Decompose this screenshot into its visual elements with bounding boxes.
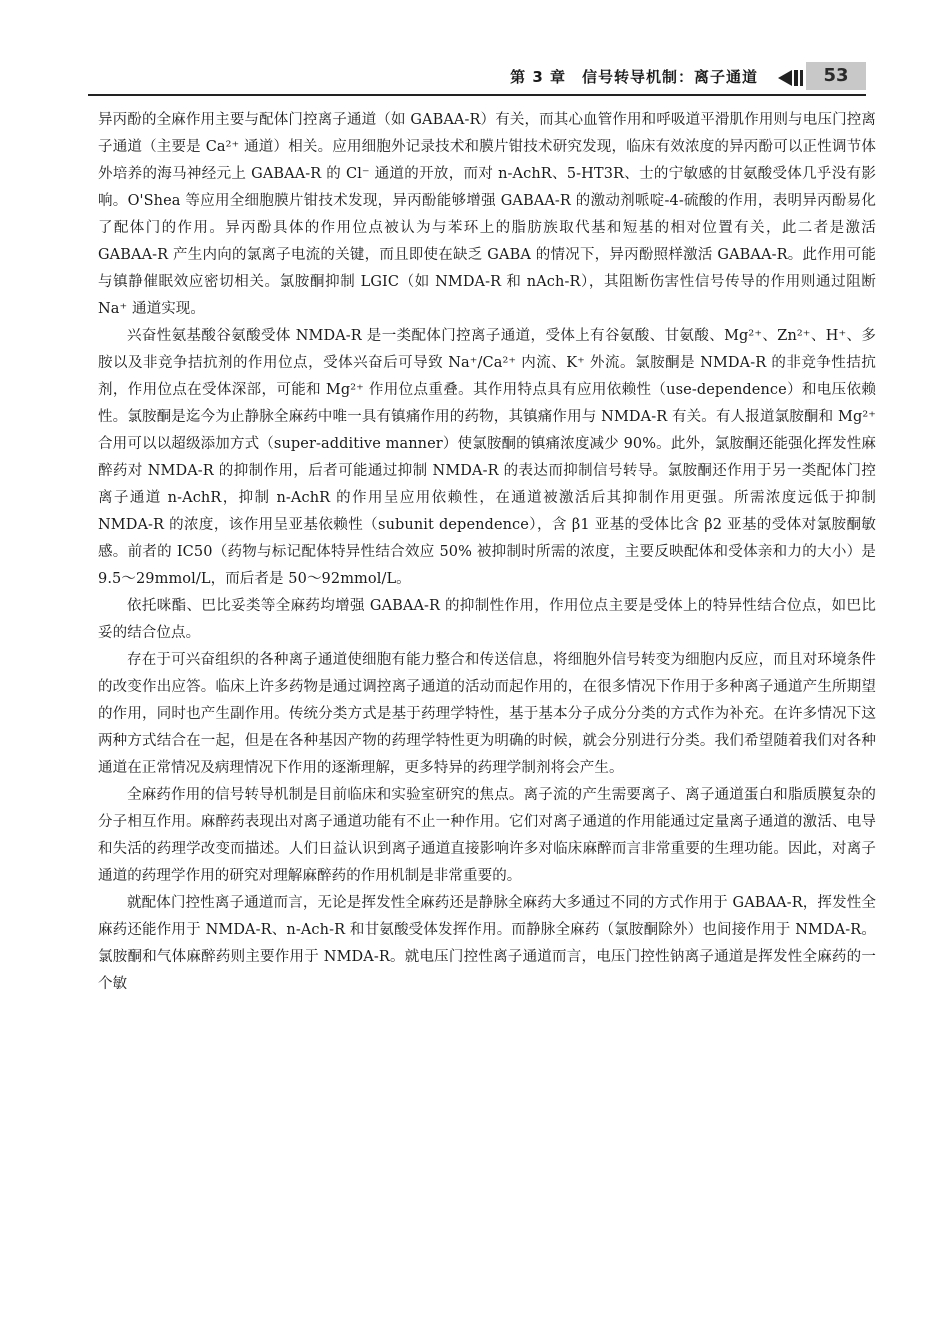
paragraph-etomidate: 依托咪酯、巴比妥类等全麻药均增强 GABAA-R 的抑制性作用，作用位点主要是受体上的特异性结合位点，如巴比妥的结合位点。 <box>98 598 876 641</box>
body-text <box>98 107 876 998</box>
arrow-left-icon <box>778 69 804 87</box>
paragraph-nmda: 兴奋性氨基酸谷氨酸受体 NMDA-R 是一类配体门控离子通道，受体上有谷氨酸、甘氨酸、Mg²⁺、Zn²⁺、H⁺、多胺以及非竞争拮抗剂的作用位点，受体兴奋后可导致 Na⁺/Ca²⁺ 内流、K⁺ 外流。氯胺酮是 NMDA-R 的非竞争性拮抗剂，作用位点在受体深部，可能和 Mg²⁺ 作用位点重叠。其作用特点具有应用依赖性（use-dependence）和电压依赖性。氯胺酮是迄今为止静脉全麻药中唯一具有镇痛作用的药物，其镇痛作用与 NMDA-R 有关。有人报道氯胺酮和 Mg²⁺ 合用可以以超级添加方式（super-additive manner）使氯胺酮的镇痛浓度减少 90%。此外，氯胺酮还能强化挥发性麻醉药对 NMDA-R 的抑制作用，后者可能通过抑制 NMDA-R 的表达而抑制信号转导。氯胺酮还作用于另一类配体门控离子通道 n-AchR，抑制 n-AchR 的作用呈应用依赖性，在通道被激活后其抑制作用更强。所需浓度远低于抑制 NMDA-R 的浓度，该作用呈亚基依赖性（subunit dependence），含 β1 亚基的受体比含 β2 亚基的受体对氯胺酮敏感。前者的 IC50（药物与标记配体特异性结合效应 50% 被抑制时所需的浓度，主要反映配体和受体亲和力的大小）是 9.5～29mmol/L，而后者是 50～92mmol/L。 <box>98 328 876 587</box>
paragraph-propofol: 异丙酚的全麻作用主要与配体门控离子通道（如 GABAA-R）有关，而其心血管作用和呼吸道平滑肌作用则与电压门控离子通道（主要是 Ca²⁺ 通道）相关。应用细胞外记录技术和膜片钳技术研究发现，临床有效浓度的异丙酚可以正性调节体外培养的海马神经元上 GABAA-R 的 Cl⁻ 通道的开放，而对 n-AchR、5-HT3R、士的宁敏感的甘氨酸受体几乎没有影响。O'Shea 等应用全细胞膜片钳技术发现，异丙酚能够增强 GABAA-R 的激动剂哌啶-4-硫酸的作用，表明异丙酚易化了配体门的作用。异丙酚具体的作用位点被认为与苯环上的脂肪族取代基和短基的相对位置有关，此二者是激活 GABAA-R 产生内向的氯离子电流的关键，而且即使在缺乏 GABA 的情况下，异丙酚照样激活 GABAA-R。此作用可能与镇静催眠效应密切相关。氯胺酮抑制 LGIC（如 NMDA-R 和 nAch-R），其阻断伤害性信号传导的作用则通过阻断 Na⁺ 通道实现。 <box>98 112 876 317</box>
page-number: 53 <box>806 62 866 90</box>
running-header <box>88 60 866 96</box>
paragraph-mechanism: 全麻药作用的信号转导机制是目前临床和实验室研究的焦点。离子流的产生需要离子、离子通道蛋白和脂质膜复杂的分子相互作用。麻醉药表现出对离子通道功能有不止一种作用。它们对离子通道的作用能通过定量离子通道的激活、电导和失活的药理学改变而描述。人们日益认识到离子通道直接影响许多对临床麻醉而言非常重要的生理功能。因此，对离子通道的药理学作用的研究对理解麻醉药的作用机制是非常重要的。 <box>98 787 876 884</box>
paragraph-ligand-gated: 就配体门控性离子通道而言，无论是挥发性全麻药还是静脉全麻药大多通过不同的方式作用于 GABAA-R，挥发性全麻药还能作用于 NMDA-R、n-Ach-R 和甘氨酸受体发挥作用。而静脉全麻药（氯胺酮除外）也间接作用于 NMDA-R。氯胺酮和气体麻醉药则主要作用于 NMDA-R。就电压门控性离子通道而言，电压门控性钠离子通道是挥发性全麻药的一个敏 <box>98 895 876 992</box>
paragraph-ion-channels: 存在于可兴奋组织的各种离子通道使细胞有能力整合和传送信息，将细胞外信号转变为细胞内反应，而且对环境条件的改变作出应答。临床上许多药物是通过调控离子通道的活动而起作用的，在很多情况下作用于多种离子通道产生所期望的作用，同时也产生副作用。传统分类方式是基于药理学特性，基于基本分子成分分类的方式作为补充。在许多情况下这两种方式结合在一起，但是在各种基因产物的药理学特性更为明确的时候，就会分别进行分类。我们希望随着我们对各种通道在正常情况及病理情况下作用的逐渐理解，更多特异的药理学制剂将会产生。 <box>98 652 876 776</box>
chapter-title: 第 3 章 信号转导机制：离子通道 <box>510 68 758 86</box>
